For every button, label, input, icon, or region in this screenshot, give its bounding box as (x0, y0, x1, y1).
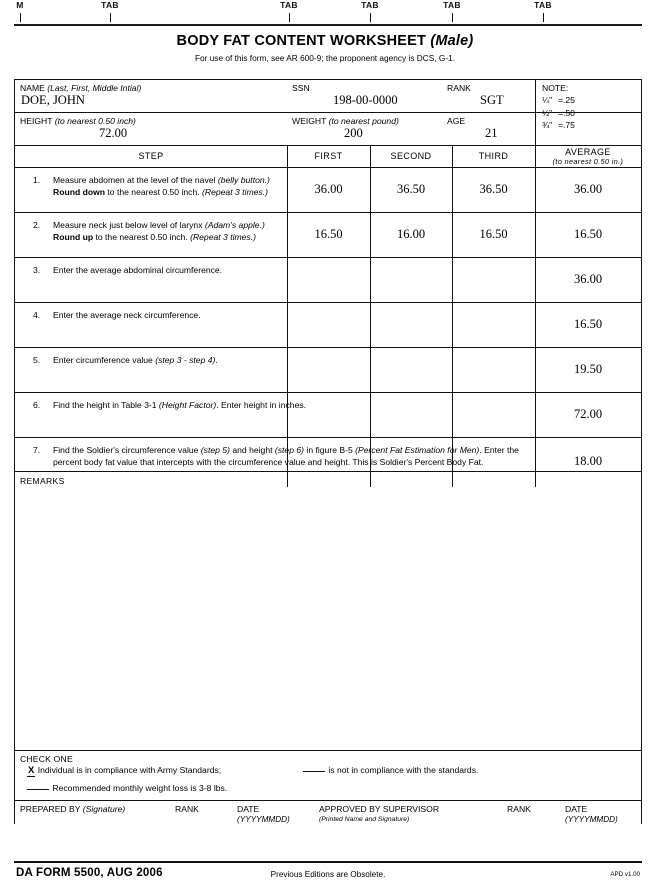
cell-value: 16.50 (573, 226, 603, 241)
table-row (15, 167, 641, 212)
cell-value: 16.50 (573, 316, 603, 331)
weight-loss-option[interactable] (27, 783, 227, 794)
cell-value: 16.50 (479, 226, 508, 241)
height-value: 72.00 (99, 126, 128, 140)
compliance-label: Individual is in compliance with Army Standards; (37, 765, 222, 775)
cell-value: 19.50 (573, 361, 603, 376)
height-label: HEIGHT (to nearest 0.50 inch) (20, 116, 136, 126)
checkbox-blank-icon[interactable] (303, 771, 325, 772)
third-measurement-cell[interactable] (452, 168, 535, 212)
obsolete-note: Previous Editions are Obsolete. (270, 870, 386, 879)
average-header-text: AVERAGE (565, 147, 611, 157)
step-number: 4. (33, 310, 41, 320)
note-box (535, 80, 641, 145)
step-text: Find the height in Table 3-1 (Height Factor). Enter height in inches. (53, 400, 307, 410)
prepared-date-format: (YYYYMMDD) (237, 814, 290, 824)
ruler-mark-margin[interactable] (5, 0, 35, 22)
form-title-variant: (Male) (430, 33, 474, 49)
average-header-sub: (to nearest 0.50 in.) (552, 157, 624, 166)
note-decimal: =.75 (558, 120, 575, 130)
cell-value: 36.50 (479, 181, 508, 196)
second-measurement-cell[interactable] (370, 213, 452, 257)
approved-by-hint: (Printed Name and Signature) (319, 815, 410, 823)
age-label: AGE (447, 116, 466, 126)
column-header-third: THIRD (478, 151, 509, 161)
table-rows (15, 167, 641, 487)
table-header-row (15, 145, 641, 167)
note-conversion-line (542, 107, 641, 120)
ssn-value: 198-00-0000 (333, 93, 398, 107)
note-title: NOTE: (542, 83, 569, 93)
note-decimal: =.50 (558, 107, 575, 118)
column-header-average (535, 146, 641, 167)
ruler-mark-tab-4[interactable] (437, 0, 467, 22)
form-subtitle: For use of this form, see AR 600-9; the proponent agency is DCS, G-1. (194, 53, 456, 63)
remarks-label: REMARKS (20, 476, 65, 486)
name-value: DOE, JOHN (21, 93, 85, 107)
average-value-cell[interactable] (535, 168, 641, 212)
ssn-label: SSN (292, 83, 310, 93)
weight-label: WEIGHT (to nearest pound) (292, 116, 399, 126)
step-number: 6. (33, 400, 41, 410)
average-value-cell[interactable] (535, 258, 641, 302)
title-block (0, 33, 650, 64)
weight-hint: (to nearest pound) (328, 116, 399, 126)
noncompliance-label: is not in compliance with the standards. (328, 765, 479, 775)
ruler-tick-icon (289, 13, 290, 22)
step-text: Measure abdomen at the level of the navel (belly button.) Round down to the nearest 0.50 inch. (Repeat 3 times.) (53, 175, 270, 197)
step-description-cell (15, 303, 535, 347)
ruler-tick-icon (370, 13, 371, 22)
ruler-tick-icon (452, 13, 453, 22)
approved-date-field[interactable] (565, 804, 618, 825)
height-hint: (to nearest 0.50 inch) (54, 116, 136, 126)
page-footer (14, 861, 642, 885)
cell-value: 36.00 (573, 271, 603, 286)
note-lines (542, 94, 641, 132)
note-fraction: ½" (542, 107, 553, 118)
ruler-mark-label: TAB (443, 0, 461, 10)
step-text: Find the Soldier's circumference value (step 5) and height (step 6) in figure B-5 (Percent Fat Estimation for Men). Enter the percent body fat value that intercepts with the circumference value and height. This is Soldier's Percent Body Fat. (53, 445, 519, 467)
prepared-by-field[interactable] (20, 804, 125, 815)
approved-date-label: DATE (565, 804, 588, 814)
step-description-cell (15, 258, 535, 302)
second-measurement-cell[interactable] (370, 168, 452, 212)
prepared-by-hint: (Signature) (82, 804, 126, 814)
ruler-tick-icon (20, 13, 21, 22)
approved-rank-field[interactable] (507, 804, 531, 815)
step-number: 2. (33, 220, 41, 230)
third-measurement-cell[interactable] (452, 213, 535, 257)
cell-value: 36.00 (573, 181, 603, 196)
note-decimal: =.25 (558, 95, 575, 105)
approved-rank-label: RANK (507, 804, 531, 814)
form-number: DA FORM 5500, AUG 2006 (16, 867, 163, 879)
ruler-mark-tab-1[interactable] (95, 0, 125, 22)
first-measurement-cell[interactable] (287, 213, 370, 257)
note-fraction: ¼" (542, 95, 553, 105)
ruler-mark-label: M (16, 0, 24, 10)
step-description-cell (15, 393, 535, 437)
prepared-rank-field[interactable] (175, 804, 199, 815)
age-field[interactable] (442, 113, 535, 146)
step-text: Enter circumference value (step 3 - step 4). (53, 355, 218, 365)
approved-date-format: (YYYYMMDD) (565, 814, 618, 824)
ssn-field[interactable] (287, 80, 442, 112)
table-row (15, 212, 641, 257)
ruler-bar (0, 0, 650, 30)
identity-block (15, 80, 641, 145)
column-header-second: SECOND (390, 151, 432, 161)
checkbox-checked-icon[interactable]: X (28, 765, 35, 776)
check-one-section (15, 750, 641, 800)
noncompliance-option[interactable] (303, 765, 478, 776)
checkbox-blank-icon[interactable] (27, 789, 49, 790)
step-text: Enter the average abdominal circumference. (53, 265, 223, 275)
step-number: 3. (33, 265, 41, 275)
ruler-mark-tab-3[interactable] (355, 0, 385, 22)
rank-label: RANK (447, 83, 471, 93)
signature-section (15, 800, 641, 825)
step-text: Measure neck just below level of larynx (Adam's apple.) Round up to the nearest 0.50 inch. (Repeat 3 times.) (53, 220, 265, 242)
ruler-mark-tab-5[interactable] (528, 0, 558, 22)
compliance-option[interactable] (27, 765, 221, 776)
cell-value: 72.00 (573, 406, 603, 421)
form-title-text: BODY FAT CONTENT WORKSHEET (176, 33, 427, 49)
prepared-date-field[interactable] (237, 804, 290, 825)
table-row (15, 392, 641, 437)
average-value-cell[interactable] (535, 348, 641, 392)
cell-value: 36.00 (314, 181, 343, 196)
page-title (0, 33, 650, 50)
average-value-cell[interactable] (535, 213, 641, 257)
form-version: APD v1.00 (610, 871, 640, 878)
prepared-rank-label: RANK (175, 804, 199, 814)
name-label: NAME (Last, First, Middle Intial) (20, 83, 142, 93)
average-value-cell[interactable] (535, 303, 641, 347)
step-number: 5. (33, 355, 41, 365)
step-description-cell (15, 168, 287, 212)
column-header-first: FIRST (314, 151, 343, 161)
remarks-section[interactable] (15, 471, 641, 750)
first-measurement-cell[interactable] (287, 168, 370, 212)
note-conversion-line (542, 119, 641, 132)
weight-value: 200 (344, 126, 363, 140)
table-row (15, 347, 641, 392)
ruler-mark-label: TAB (361, 0, 379, 10)
name-hint: (Last, First, Middle Intial) (47, 83, 142, 93)
cell-value: 36.50 (396, 181, 426, 196)
step-description-cell (15, 213, 287, 257)
approved-by-field[interactable] (319, 804, 439, 825)
cell-value: 18.00 (573, 454, 603, 468)
name-field[interactable] (15, 80, 287, 112)
ruler-line (14, 24, 642, 26)
height-field[interactable] (15, 113, 287, 146)
ruler-tick-icon (543, 13, 544, 22)
weight-field[interactable] (287, 113, 442, 146)
steps-table (15, 145, 641, 487)
ruler-mark-label: TAB (280, 0, 298, 10)
step-number: 7. (33, 445, 41, 455)
table-row (15, 302, 641, 347)
ruler-tick-icon (110, 13, 111, 22)
note-conversion-line (542, 94, 641, 107)
rank-field[interactable] (442, 80, 535, 112)
weight-loss-label: Recommended monthly weight loss is 3-8 lbs. (52, 783, 228, 793)
approved-by-label: APPROVED BY SUPERVISOR (319, 804, 440, 814)
check-one-title: CHECK ONE (20, 754, 73, 764)
average-value-cell[interactable] (535, 393, 641, 437)
cell-value: 16.00 (396, 226, 426, 241)
ruler-mark-label: TAB (101, 0, 119, 10)
form-body (14, 79, 642, 824)
prepared-by-label: PREPARED BY (20, 804, 81, 814)
table-row (15, 257, 641, 302)
ruler-mark-label: TAB (534, 0, 552, 10)
cell-value: 16.50 (314, 226, 343, 241)
rank-value: SGT (480, 93, 504, 107)
ruler-mark-tab-2[interactable] (274, 0, 304, 22)
step-description-cell (15, 348, 535, 392)
step-text: Enter the average neck circumference. (53, 310, 201, 320)
prepared-date-label: DATE (237, 804, 260, 814)
step-number: 1. (33, 175, 41, 185)
note-fraction: ¾" (542, 120, 553, 130)
age-value: 21 (485, 126, 498, 140)
column-header-step: STEP (138, 151, 164, 161)
